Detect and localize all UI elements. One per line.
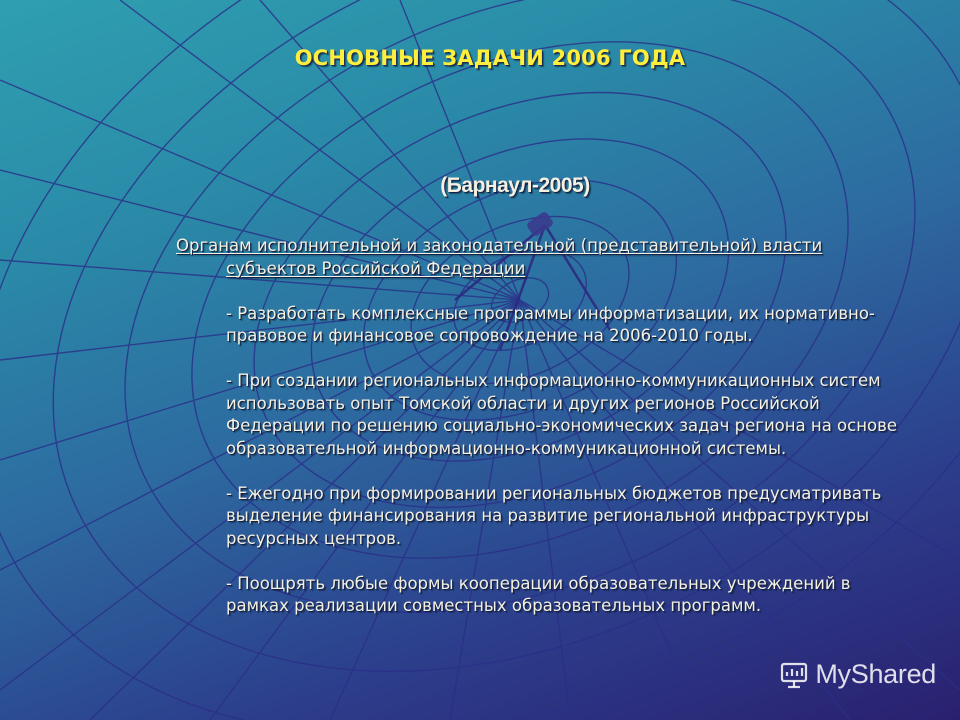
slide-body — [176, 235, 906, 618]
slide-subtitle: (Барнаул-2005) — [440, 174, 590, 197]
task-item: - Поощрять любые формы кооперации образовательных учреждений в рамках реализации совместных образовательных программ. — [226, 573, 851, 615]
watermark-text: MyShared — [815, 659, 936, 689]
task-item: - Ежегодно при формировании региональных бюджетов предусматривать выделение финансирования на развитие региональной инфраструктуры ресурсных центров. — [226, 483, 882, 548]
task-item: - Разработать комплексные программы информатизации, их нормативно-правовое и финансовое сопровождение на 2006-2010 годы. — [226, 303, 875, 345]
task-item: - При создании региональных информационно-коммуникационных систем использовать опыт Томской области и других регионов Российской Федерации по решению социально-экономических задач региона на основе образовательной информационно-коммуникационной системы. — [226, 371, 897, 458]
addressee-heading: Органам исполнительной и законодательной (представительной) власти субъектов Российской Федерации — [176, 236, 823, 278]
presentation-board-icon — [779, 660, 809, 690]
slide-title: ОСНОВНЫЕ ЗАДАЧИ 2006 ГОДА — [294, 46, 686, 70]
myshared-watermark — [779, 659, 936, 690]
